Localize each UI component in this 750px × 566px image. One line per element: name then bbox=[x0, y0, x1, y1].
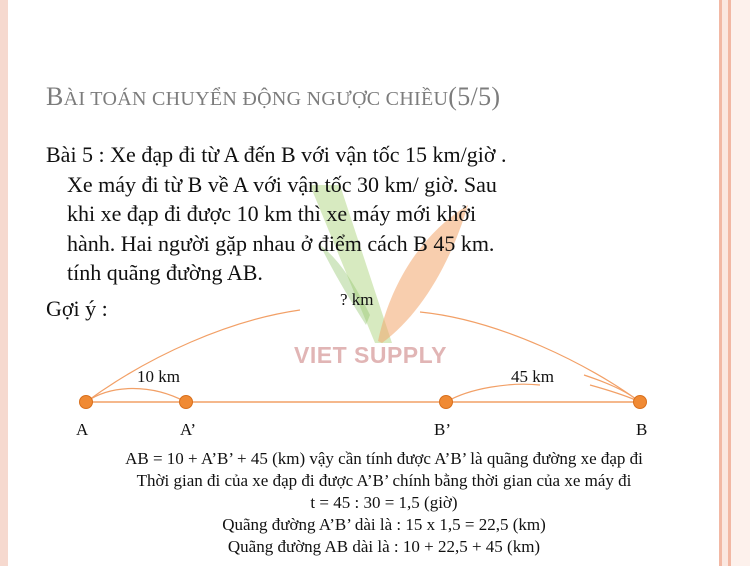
segment1-label: 10 km bbox=[137, 367, 180, 386]
problem-line: Bài 5 : Xe đạp đi từ A đến B với vận tốc 15 km/giờ . bbox=[46, 142, 507, 167]
point-label-b-prime: B’ bbox=[434, 420, 451, 439]
solution-line: Quãng đường AB dài là : 10 + 22,5 + 45 (km) bbox=[227, 537, 541, 556]
point-a-marker bbox=[80, 396, 93, 409]
segment3-label: 45 km bbox=[511, 367, 554, 386]
title-initial: B bbox=[46, 82, 64, 111]
problem-text bbox=[46, 140, 666, 288]
problem-line: Xe máy đi từ B về A với vận tốc 30 km/ giờ. Sau bbox=[67, 171, 497, 197]
slide-left-border bbox=[0, 0, 8, 566]
solution-line: Quãng đường A’B’ dài là : 15 x 1,5 = 22,5 (km) bbox=[222, 515, 546, 534]
solution-line: Thời gian đi của xe đạp đi được A’B’ chính bằng thời gian của xe máy đi bbox=[136, 471, 632, 490]
hint-label: Gợi ý : bbox=[46, 296, 108, 321]
problem-line: khi xe đạp đi được 10 km thì xe máy mới khởi bbox=[67, 201, 477, 226]
point-b-marker bbox=[634, 396, 647, 409]
problem-line: tính quãng đường AB. bbox=[67, 260, 263, 285]
point-label-a-prime: A’ bbox=[180, 420, 197, 439]
title-smallcaps: ÀI TOÁN CHUYỂN ĐỘNG NGƯỢC CHIỀU bbox=[63, 88, 449, 110]
title-part-number: (5/5) bbox=[448, 82, 501, 111]
segment1-brace bbox=[86, 388, 186, 402]
watermark-text: VIET SUPPLY bbox=[294, 342, 447, 368]
problem-line: hành. Hai người gặp nhau ở điểm cách B 45 km. bbox=[67, 230, 495, 256]
solution-text bbox=[40, 448, 728, 558]
point-a-prime-marker bbox=[180, 396, 193, 409]
slide-title bbox=[46, 82, 500, 112]
point-label-b: B bbox=[636, 420, 648, 439]
point-label-a: A bbox=[76, 420, 89, 439]
solution-line: t = 45 : 30 = 1,5 (giờ) bbox=[310, 493, 458, 512]
total-brace-left bbox=[86, 310, 300, 402]
solution-line: AB = 10 + A’B’ + 45 (km) vậy cần tính được A’B’ là quãng đường xe đạp đi bbox=[125, 449, 643, 468]
total-distance-label: ? km bbox=[340, 290, 374, 309]
point-b-prime-marker bbox=[440, 396, 453, 409]
total-brace-right bbox=[420, 312, 640, 402]
